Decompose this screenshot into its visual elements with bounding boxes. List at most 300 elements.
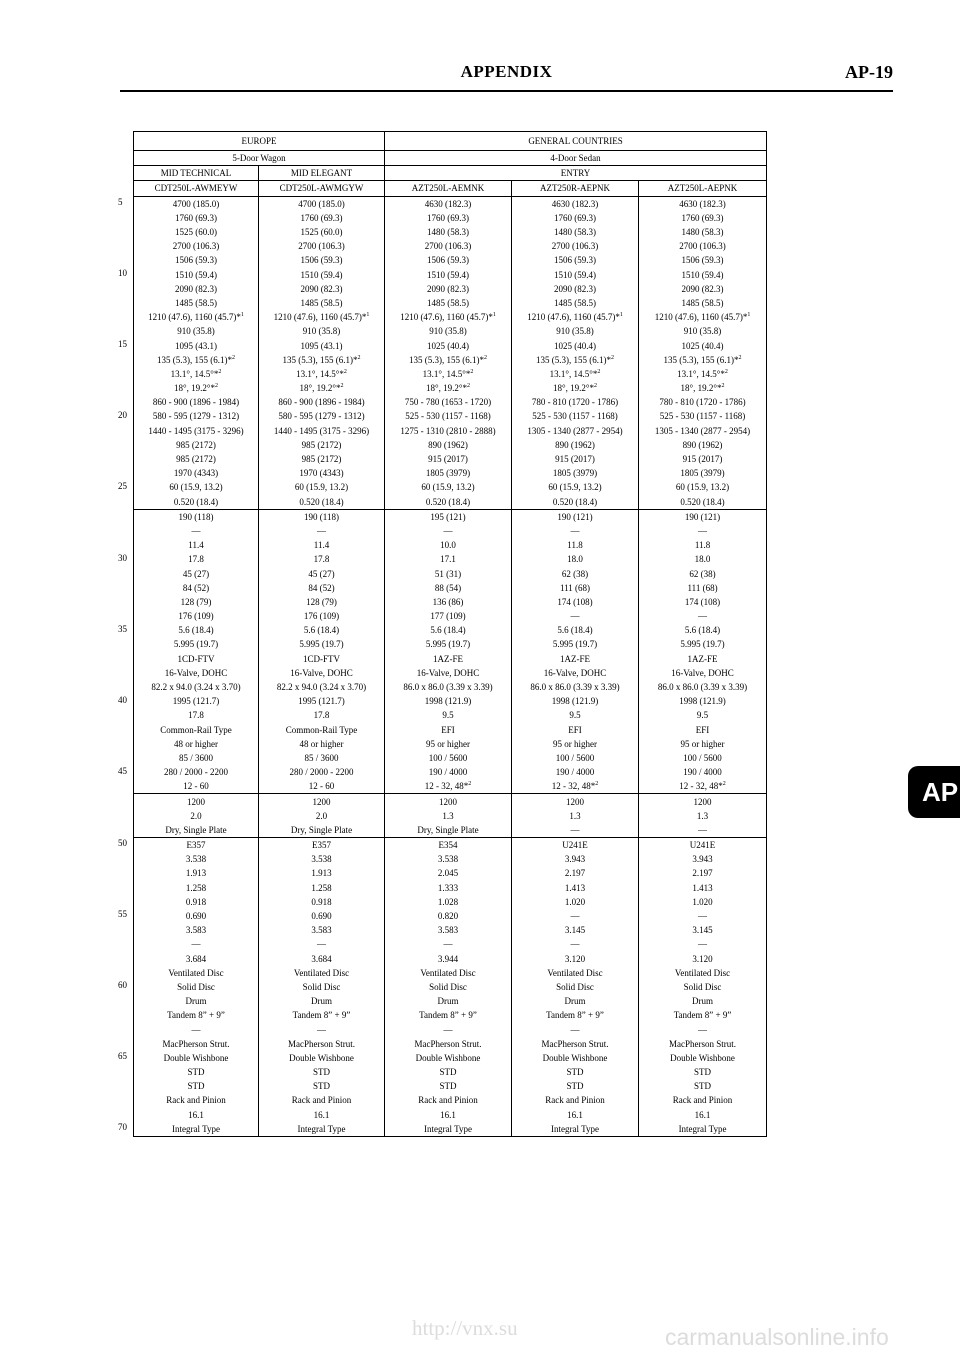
table-cell: 0.918 bbox=[259, 895, 385, 909]
table-cell: 9.5 bbox=[639, 708, 767, 722]
table-cell: EFI bbox=[512, 723, 639, 737]
table-cell: STD bbox=[259, 1079, 385, 1093]
table-cell: 1CD-FTV bbox=[259, 652, 385, 666]
table-cell: 1440 - 1495 (3175 - 3296) bbox=[259, 424, 385, 438]
table-cell: 13.1°, 14.5°*$^2$ bbox=[259, 367, 385, 381]
table-cell: 18°, 19.2°*$^2$ bbox=[512, 381, 639, 395]
table-cell: 910 (35.8) bbox=[259, 324, 385, 338]
table-row bbox=[134, 1108, 767, 1122]
table-cell: 1485 (58.5) bbox=[639, 296, 767, 310]
table-cell: 5.995 (19.7) bbox=[385, 637, 512, 651]
table-cell: Rack and Pinion bbox=[512, 1093, 639, 1107]
table-cell: STD bbox=[385, 1079, 512, 1093]
table-cell: 1760 (69.3) bbox=[512, 211, 639, 225]
table-cell: — bbox=[385, 1022, 512, 1036]
table-cell: 1.3 bbox=[512, 809, 639, 823]
table-cell: 190 (118) bbox=[259, 509, 385, 524]
table-cell: 111 (68) bbox=[512, 581, 639, 595]
table-cell: 3.145 bbox=[639, 923, 767, 937]
table-cell: 1.913 bbox=[134, 866, 259, 880]
table-cell: 60 (15.9, 13.2) bbox=[639, 480, 767, 494]
table-cell: 136 (86) bbox=[385, 595, 512, 609]
page-header bbox=[120, 62, 893, 90]
table-row bbox=[134, 923, 767, 937]
region-header-cell: GENERAL COUNTRIES bbox=[385, 132, 767, 151]
table-cell: 1200 bbox=[259, 794, 385, 809]
table-row bbox=[134, 310, 767, 324]
table-cell: 85 / 3600 bbox=[134, 751, 259, 765]
table-cell: 1.333 bbox=[385, 881, 512, 895]
table-cell: 4630 (182.3) bbox=[385, 196, 512, 211]
table-row bbox=[134, 538, 767, 552]
grade-header bbox=[134, 166, 767, 181]
table-cell: 5.6 (18.4) bbox=[512, 623, 639, 637]
table-cell: 3.120 bbox=[639, 952, 767, 966]
table-cell: 2700 (106.3) bbox=[512, 239, 639, 253]
table-cell: 5.995 (19.7) bbox=[512, 637, 639, 651]
table-cell: 1210 (47.6), 1160 (45.7)*$^1$ bbox=[259, 310, 385, 324]
table-cell: 985 (2172) bbox=[259, 438, 385, 452]
page-number: AP-19 bbox=[845, 62, 893, 82]
table-cell: STD bbox=[512, 1065, 639, 1079]
table-row bbox=[134, 581, 767, 595]
table-cell: 3.684 bbox=[134, 952, 259, 966]
line-number: 35 bbox=[118, 624, 127, 634]
table-cell: Double Wishbone bbox=[639, 1051, 767, 1065]
table-cell: 48 or higher bbox=[134, 737, 259, 751]
table-cell: 525 - 530 (1157 - 1168) bbox=[385, 409, 512, 423]
grade-header-cell: ENTRY bbox=[385, 166, 767, 181]
table-cell: 190 (121) bbox=[512, 509, 639, 524]
table-cell: Drum bbox=[134, 994, 259, 1008]
table-row bbox=[134, 338, 767, 352]
table-row bbox=[134, 666, 767, 680]
table-cell: 128 (79) bbox=[134, 595, 259, 609]
table-row bbox=[134, 623, 767, 637]
table-cell: 12 - 32, 48*$^2$ bbox=[385, 779, 512, 794]
table-cell: — bbox=[512, 609, 639, 623]
table-row bbox=[134, 765, 767, 779]
table-cell: 5.995 (19.7) bbox=[639, 637, 767, 651]
table-row bbox=[134, 895, 767, 909]
table-cell: 0.520 (18.4) bbox=[259, 495, 385, 510]
table-cell: STD bbox=[639, 1065, 767, 1079]
line-number: 70 bbox=[118, 1122, 127, 1132]
table-cell: 176 (109) bbox=[259, 609, 385, 623]
table-cell: 13.1°, 14.5°*$^2$ bbox=[385, 367, 512, 381]
table-cell: 88 (54) bbox=[385, 581, 512, 595]
table-cell: EFI bbox=[385, 723, 512, 737]
table-cell: 1025 (40.4) bbox=[512, 338, 639, 352]
table-cell: STD bbox=[385, 1065, 512, 1079]
table-cell: 280 / 2000 - 2200 bbox=[259, 765, 385, 779]
body-type-header-cell: 5-Door Wagon bbox=[134, 151, 385, 166]
table-cell: 5.6 (18.4) bbox=[639, 623, 767, 637]
line-number: 30 bbox=[118, 553, 127, 563]
table-row bbox=[134, 225, 767, 239]
table-cell: STD bbox=[639, 1079, 767, 1093]
table-cell: 16.1 bbox=[385, 1108, 512, 1122]
table-cell: 4630 (182.3) bbox=[639, 196, 767, 211]
table-row bbox=[134, 1022, 767, 1036]
table-cell: — bbox=[134, 937, 259, 951]
table-cell: Integral Type bbox=[385, 1122, 512, 1137]
table-cell: 16-Valve, DOHC bbox=[512, 666, 639, 680]
table-cell: Ventilated Disc bbox=[639, 966, 767, 980]
table-cell: 1210 (47.6), 1160 (45.7)*$^1$ bbox=[639, 310, 767, 324]
table-row bbox=[134, 852, 767, 866]
table-cell: 580 - 595 (1279 - 1312) bbox=[259, 409, 385, 423]
table-cell: 2090 (82.3) bbox=[134, 282, 259, 296]
table-cell: 5.6 (18.4) bbox=[259, 623, 385, 637]
table-cell: EFI bbox=[639, 723, 767, 737]
table-cell: — bbox=[385, 524, 512, 538]
table-cell: 85 / 3600 bbox=[259, 751, 385, 765]
table-cell: U241E bbox=[512, 838, 639, 853]
table-cell: 100 / 5600 bbox=[639, 751, 767, 765]
table-cell: 985 (2172) bbox=[134, 438, 259, 452]
table-cell: 17.8 bbox=[259, 708, 385, 722]
table-cell: 177 (109) bbox=[385, 609, 512, 623]
table-cell: 17.8 bbox=[134, 552, 259, 566]
table-cell: Double Wishbone bbox=[385, 1051, 512, 1065]
grade-header-cell: MID ELEGANT bbox=[259, 166, 385, 181]
table-cell: 1.3 bbox=[639, 809, 767, 823]
table-cell: 17.8 bbox=[134, 708, 259, 722]
table-cell: 82.2 x 94.0 (3.24 x 3.70) bbox=[259, 680, 385, 694]
table-cell: 1.020 bbox=[512, 895, 639, 909]
table-cell: Tandem 8” + 9” bbox=[512, 1008, 639, 1022]
table-cell: 1AZ-FE bbox=[385, 652, 512, 666]
table-cell: 1.258 bbox=[259, 881, 385, 895]
table-cell: Integral Type bbox=[512, 1122, 639, 1137]
table-cell: — bbox=[259, 1022, 385, 1036]
table-cell: E357 bbox=[134, 838, 259, 853]
table-row bbox=[134, 524, 767, 538]
line-number: 65 bbox=[118, 1051, 127, 1061]
table-cell: 45 (27) bbox=[134, 566, 259, 580]
table-cell: 1995 (121.7) bbox=[259, 694, 385, 708]
table-cell: 890 (1962) bbox=[385, 438, 512, 452]
model-header-cell: AZT250L-AEMNK bbox=[385, 181, 512, 196]
table-cell: 2.197 bbox=[512, 866, 639, 880]
table-cell: Solid Disc bbox=[259, 980, 385, 994]
table-row bbox=[134, 495, 767, 510]
table-cell: 1CD-FTV bbox=[134, 652, 259, 666]
table-cell: 2090 (82.3) bbox=[259, 282, 385, 296]
line-number: 15 bbox=[118, 339, 127, 349]
table-cell: 1.028 bbox=[385, 895, 512, 909]
table-cell: 0.520 (18.4) bbox=[512, 495, 639, 510]
table-cell: 1485 (58.5) bbox=[385, 296, 512, 310]
table-cell: 1.913 bbox=[259, 866, 385, 880]
table-cell: — bbox=[639, 609, 767, 623]
table-cell: 95 or higher bbox=[639, 737, 767, 751]
table-cell: 1.413 bbox=[512, 881, 639, 895]
table-cell: 1.3 bbox=[385, 809, 512, 823]
table-cell: 10.0 bbox=[385, 538, 512, 552]
table-row bbox=[134, 1008, 767, 1022]
table-cell: 82.2 x 94.0 (3.24 x 3.70) bbox=[134, 680, 259, 694]
table-cell: 3.538 bbox=[134, 852, 259, 866]
table-cell: 1510 (59.4) bbox=[639, 268, 767, 282]
table-cell: 0.690 bbox=[259, 909, 385, 923]
table-cell: 2090 (82.3) bbox=[512, 282, 639, 296]
table-cell: 18°, 19.2°*$^2$ bbox=[134, 381, 259, 395]
table-cell: — bbox=[385, 937, 512, 951]
table-cell: 62 (38) bbox=[512, 566, 639, 580]
table-cell: Common-Rail Type bbox=[259, 723, 385, 737]
table-cell: Ventilated Disc bbox=[512, 966, 639, 980]
table-cell: — bbox=[512, 1022, 639, 1036]
table-row bbox=[134, 409, 767, 423]
table-cell: 16.1 bbox=[259, 1108, 385, 1122]
table-cell: 1200 bbox=[385, 794, 512, 809]
table-cell: Solid Disc bbox=[385, 980, 512, 994]
table-cell: 16-Valve, DOHC bbox=[259, 666, 385, 680]
table-cell: STD bbox=[134, 1079, 259, 1093]
table-cell: — bbox=[639, 937, 767, 951]
region-header bbox=[134, 132, 767, 151]
table-cell: 174 (108) bbox=[512, 595, 639, 609]
table-row bbox=[134, 652, 767, 666]
table-cell: Dry, Single Plate bbox=[259, 823, 385, 838]
table-cell: — bbox=[512, 524, 639, 538]
table-row bbox=[134, 952, 767, 966]
table-row bbox=[134, 353, 767, 367]
line-number: 25 bbox=[118, 481, 127, 491]
table-cell: 1.258 bbox=[134, 881, 259, 895]
table-cell: Drum bbox=[639, 994, 767, 1008]
table-cell: 86.0 x 86.0 (3.39 x 3.39) bbox=[385, 680, 512, 694]
table-cell: 910 (35.8) bbox=[512, 324, 639, 338]
table-row bbox=[134, 779, 767, 794]
table-row bbox=[134, 723, 767, 737]
table-cell: 1970 (4343) bbox=[134, 466, 259, 480]
table-cell: Rack and Pinion bbox=[259, 1093, 385, 1107]
table-cell: Solid Disc bbox=[512, 980, 639, 994]
table-row bbox=[134, 609, 767, 623]
table-row bbox=[134, 595, 767, 609]
table-cell: 95 or higher bbox=[385, 737, 512, 751]
table-cell: 3.120 bbox=[512, 952, 639, 966]
table-cell: Rack and Pinion bbox=[385, 1093, 512, 1107]
table-row bbox=[134, 552, 767, 566]
body-type-header bbox=[134, 151, 767, 166]
table-cell: — bbox=[134, 1022, 259, 1036]
table-cell: 13.1°, 14.5°*$^2$ bbox=[134, 367, 259, 381]
table-cell: Solid Disc bbox=[134, 980, 259, 994]
table-row bbox=[134, 823, 767, 838]
table-cell: — bbox=[639, 524, 767, 538]
table-cell: — bbox=[259, 937, 385, 951]
table-cell: STD bbox=[259, 1065, 385, 1079]
table-cell: 5.6 (18.4) bbox=[385, 623, 512, 637]
table-cell: 4700 (185.0) bbox=[134, 196, 259, 211]
table-cell: 13.1°, 14.5°*$^2$ bbox=[512, 367, 639, 381]
table-cell: 985 (2172) bbox=[259, 452, 385, 466]
table-cell: 1760 (69.3) bbox=[259, 211, 385, 225]
table-cell: 84 (52) bbox=[259, 581, 385, 595]
table-cell: 3.538 bbox=[259, 852, 385, 866]
table-row bbox=[134, 1122, 767, 1137]
table-cell: 18°, 19.2°*$^2$ bbox=[639, 381, 767, 395]
table-cell: Double Wishbone bbox=[134, 1051, 259, 1065]
table-cell: 48 or higher bbox=[259, 737, 385, 751]
table-row bbox=[134, 751, 767, 765]
watermark-site: carmanualsonline.info bbox=[665, 1324, 889, 1350]
table-cell: 4630 (182.3) bbox=[512, 196, 639, 211]
table-cell: 1095 (43.1) bbox=[259, 338, 385, 352]
table-cell: 1506 (59.3) bbox=[259, 253, 385, 267]
table-cell: E354 bbox=[385, 838, 512, 853]
table-cell: Rack and Pinion bbox=[134, 1093, 259, 1107]
table-cell: — bbox=[512, 823, 639, 838]
table-cell: 190 (121) bbox=[639, 509, 767, 524]
table-cell: 3.943 bbox=[639, 852, 767, 866]
table-cell: Double Wishbone bbox=[512, 1051, 639, 1065]
model-header bbox=[134, 181, 767, 196]
table-cell: 910 (35.8) bbox=[385, 324, 512, 338]
table-cell: 1210 (47.6), 1160 (45.7)*$^1$ bbox=[512, 310, 639, 324]
table-cell: 12 - 32, 48*$^2$ bbox=[512, 779, 639, 794]
line-number: 45 bbox=[118, 766, 127, 776]
table-cell: 2700 (106.3) bbox=[134, 239, 259, 253]
table-row bbox=[134, 381, 767, 395]
table-cell: 0.690 bbox=[134, 909, 259, 923]
table-cell: 135 (5.3), 155 (6.1)*$^2$ bbox=[259, 353, 385, 367]
table-cell: 5.6 (18.4) bbox=[134, 623, 259, 637]
table-row bbox=[134, 566, 767, 580]
table-cell: 51 (31) bbox=[385, 566, 512, 580]
line-number: 20 bbox=[118, 410, 127, 420]
table-cell: 0.820 bbox=[385, 909, 512, 923]
table-row bbox=[134, 694, 767, 708]
table-cell: Dry, Single Plate bbox=[385, 823, 512, 838]
table-cell: 1510 (59.4) bbox=[259, 268, 385, 282]
table-cell: 1200 bbox=[639, 794, 767, 809]
table-cell: 12 - 60 bbox=[134, 779, 259, 794]
table-cell: 3.684 bbox=[259, 952, 385, 966]
table-cell: 135 (5.3), 155 (6.1)*$^2$ bbox=[385, 353, 512, 367]
table-cell: Tandem 8” + 9” bbox=[385, 1008, 512, 1022]
table-cell: 1200 bbox=[512, 794, 639, 809]
table-cell: 1480 (58.3) bbox=[385, 225, 512, 239]
table-row bbox=[134, 480, 767, 494]
table-row bbox=[134, 809, 767, 823]
table-cell: 12 - 60 bbox=[259, 779, 385, 794]
table-cell: 780 - 810 (1720 - 1786) bbox=[639, 395, 767, 409]
table-cell: 86.0 x 86.0 (3.39 x 3.39) bbox=[639, 680, 767, 694]
table-row bbox=[134, 282, 767, 296]
table-cell: 1506 (59.3) bbox=[639, 253, 767, 267]
table-cell: 18.0 bbox=[639, 552, 767, 566]
table-row bbox=[134, 838, 767, 853]
table-cell: 0.520 (18.4) bbox=[639, 495, 767, 510]
table-row bbox=[134, 438, 767, 452]
table-cell: 2.197 bbox=[639, 866, 767, 880]
table-row bbox=[134, 994, 767, 1008]
table-cell: 4700 (185.0) bbox=[259, 196, 385, 211]
table-cell: Tandem 8” + 9” bbox=[639, 1008, 767, 1022]
table-cell: 915 (2017) bbox=[385, 452, 512, 466]
table-cell: 1525 (60.0) bbox=[134, 225, 259, 239]
line-number: 60 bbox=[118, 980, 127, 990]
table-cell: Rack and Pinion bbox=[639, 1093, 767, 1107]
table-cell: 1210 (47.6), 1160 (45.7)*$^1$ bbox=[134, 310, 259, 324]
table-row bbox=[134, 196, 767, 211]
table-cell: 16-Valve, DOHC bbox=[385, 666, 512, 680]
table-cell: — bbox=[259, 524, 385, 538]
grade-header-cell: MID TECHNICAL bbox=[134, 166, 259, 181]
section-tab[interactable]: AP bbox=[908, 766, 960, 818]
table-cell: STD bbox=[134, 1065, 259, 1079]
model-header-cell: AZT250L-AEPNK bbox=[639, 181, 767, 196]
table-cell: 860 - 900 (1896 - 1984) bbox=[259, 395, 385, 409]
table-cell: 1998 (121.9) bbox=[639, 694, 767, 708]
table-cell: 45 (27) bbox=[259, 566, 385, 580]
table-cell: 11.8 bbox=[512, 538, 639, 552]
table-cell: 60 (15.9, 13.2) bbox=[259, 480, 385, 494]
table-cell: 17.1 bbox=[385, 552, 512, 566]
table-cell: 1995 (121.7) bbox=[134, 694, 259, 708]
table-cell: 5.995 (19.7) bbox=[259, 637, 385, 651]
table-cell: 9.5 bbox=[385, 708, 512, 722]
table-cell: 910 (35.8) bbox=[639, 324, 767, 338]
table-cell: 890 (1962) bbox=[512, 438, 639, 452]
table-cell: 176 (109) bbox=[134, 609, 259, 623]
table-cell: 16.1 bbox=[512, 1108, 639, 1122]
table-cell: Drum bbox=[512, 994, 639, 1008]
table-cell: 1506 (59.3) bbox=[385, 253, 512, 267]
table-cell: 910 (35.8) bbox=[134, 324, 259, 338]
table-cell: MacPherson Strut. bbox=[259, 1037, 385, 1051]
table-cell: 1760 (69.3) bbox=[134, 211, 259, 225]
table-row bbox=[134, 1037, 767, 1051]
table-cell: 190 (118) bbox=[134, 509, 259, 524]
table-cell: Integral Type bbox=[639, 1122, 767, 1137]
table-cell: 18°, 19.2°*$^2$ bbox=[385, 381, 512, 395]
table-cell: 890 (1962) bbox=[639, 438, 767, 452]
table-cell: 3.583 bbox=[385, 923, 512, 937]
table-cell: 16-Valve, DOHC bbox=[134, 666, 259, 680]
table-cell: 12 - 32, 48*$^2$ bbox=[639, 779, 767, 794]
table-cell: 1AZ-FE bbox=[512, 652, 639, 666]
model-header-cell: CDT250L-AWMGYW bbox=[259, 181, 385, 196]
table-cell: 1805 (3979) bbox=[639, 466, 767, 480]
table-cell: 84 (52) bbox=[134, 581, 259, 595]
table-cell: 1760 (69.3) bbox=[639, 211, 767, 225]
header-rule bbox=[120, 90, 893, 92]
table-row bbox=[134, 1079, 767, 1093]
table-cell: 0.520 (18.4) bbox=[134, 495, 259, 510]
table-cell: 60 (15.9, 13.2) bbox=[385, 480, 512, 494]
table-cell: 86.0 x 86.0 (3.39 x 3.39) bbox=[512, 680, 639, 694]
table-cell: MacPherson Strut. bbox=[385, 1037, 512, 1051]
table-cell: 280 / 2000 - 2200 bbox=[134, 765, 259, 779]
specifications-table bbox=[133, 131, 767, 1137]
table-cell: 135 (5.3), 155 (6.1)*$^2$ bbox=[512, 353, 639, 367]
table-cell: Solid Disc bbox=[639, 980, 767, 994]
table-cell: 18.0 bbox=[512, 552, 639, 566]
table-cell: 580 - 595 (1279 - 1312) bbox=[134, 409, 259, 423]
table-cell: 17.8 bbox=[259, 552, 385, 566]
table-cell: 62 (38) bbox=[639, 566, 767, 580]
table-cell: Dry, Single Plate bbox=[134, 823, 259, 838]
table-cell: Integral Type bbox=[134, 1122, 259, 1137]
table-cell: 1525 (60.0) bbox=[259, 225, 385, 239]
table-cell: 5.995 (19.7) bbox=[134, 637, 259, 651]
